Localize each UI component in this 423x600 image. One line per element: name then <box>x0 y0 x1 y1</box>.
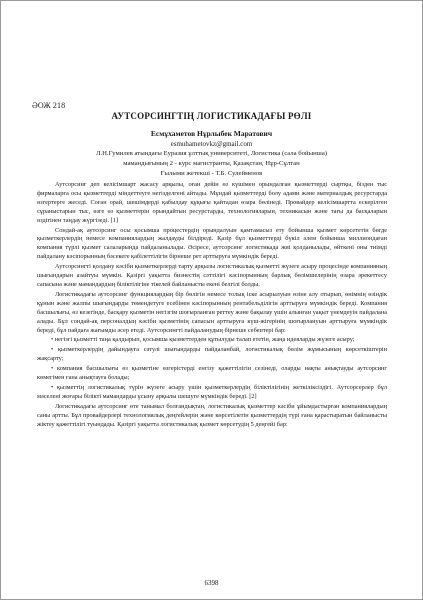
bullet-item: • қызметтің логистикалық түрін жүзеге асыру үшін қызметкерлердің біліктілігінің жеткіліксіздігі. Аутсорсерлер бұл мәселені жоғары білікті мамандарды ұсыну арқылы шешуге мүмкіндік береді. [2] <box>37 383 387 400</box>
affiliation-line-1: Л.Н.Гумилев атындағы Еуразия ұлттық университеті, Логистика (сала бойынша) <box>95 150 328 157</box>
article-title: АУТСОРСИНГТІҢ ЛОГИСТИКАДАҒЫ РӨЛІ <box>111 111 312 121</box>
paragraph: Логистикадағы аутсорсинг функциялардың бір бөлігін немесе толық іске асырылуын өзіне алу отырып, өнімнің өзіндік құнын және жалпы шығындарды төмендетуге есебінен кәсіпорынның рентабельділігін арттыруға мүмкіндік береді. Компания басшылығы, өз кезегінде, басқару қызметін негізгім шоғырланған реттеу және бақылау үшін алынған уақыт үнемдеуін пайдалана алады. Бұл сондай-ақ персоналдың кәсіби қызметінің сапасын арттыруға күш-жігерінің шоғырлануын арттыруға мүмкіндік береді, бұл пайдаға жағымды әсер етеді. Аутсорсингті пайдаланудың бірнеше себептері бар: <box>37 290 387 334</box>
paragraph: Аутсорсинг деп келісімшарт жасасу арқылы, оған дейін өз күшімен орындалған қызметтерді сыртқы, бізден тыс фирмаларға осы қызметтерді міндеттеуге негізделгені айтады. Мұндай қызметтерді болу адами және материалдық ресурстарда өзгертерге жеседі. Соған орай, шешімдерді қабылдау құқығы қайтадан өзара бөлінеді. Провайдер келісімшартта ескерілген сұраныстарын тыс, өзге өз қызметтерін орындайтын ресурстарды, технологияларын, техникасын және тағы да басқаларын өздігінен таңдау жүргізеді. [1] <box>37 181 387 224</box>
article-body <box>37 181 387 430</box>
affiliation-line-2: мамандығының 2 - курс магистранты, Қазақстан, Нұр-Сұлтан <box>123 160 300 167</box>
author-email: esmuhametovkz@gmail.com <box>170 140 253 148</box>
bullet-item: • негізгі қызметті таңа қалдырып, қосымша қызметтерден құтылуды талап ететін, жаңа идеяларды жүзеге асыру; <box>51 336 355 344</box>
page-number: 6398 <box>204 579 219 587</box>
paragraph: Логистикадағы аутсорсинг өте танымал болғандықтан, логистикалық қызметтер кәсіби ұйымдастырған компаниялардың саны артты. Бұл провайдерлері технологиялық деңгейлерін және көрсетілетін қызметтердің түрі ғана қарастыратын байланысты жіктеу қажеттілігі туындады. Қазіргі уақытта логистикалық қызмет көрсетудің 5 деңгейі бар: <box>37 402 387 428</box>
supervisor: Ғылыми жетекші - Т.Б. Сулейменов <box>160 170 263 177</box>
bullet-item: • компания басшылығы өз қызметіне өзгерістерді енгізу қажеттілігін сезінеді, оларды нақты анықтауды аутсорсинг көмегімен ғана анықтауға болады; <box>37 365 387 382</box>
paragraph: Аутсорсингті қолдану кәсіби қызметкерлерді тарту арқылы логистикалық қызметті жүзеге асыру процесінде компанияның шығындарын азайтуы мүмкін. Қазіргі уақытта бизнестің сәттілігі кәсіпорынның барлық бөлімшелерінің өзара әрекеттесу сапасына және мамандардың біліктілігіне тікелей байланысты екені белгілі болды. <box>37 263 387 288</box>
bullet-item: • қызметкерлердің дайындауға сәтулі шығындарды пайдаланбай, логистикалық бөлім жұмысының көрсеткіштерін жақсарту; <box>37 346 387 363</box>
paragraph: Сондай-ақ аутсорсинг осы қосымша процестердің орындалуын қамтамасыз ету бойынша қызмет көрсететін бөгде қызметкерлердің немесе компаниялардың жалдауды білдіреді. Қазір бұл қызметтерді бүкіл әлем бойынша миллиондаған компания түрлі қызмет салаларында пайдаланылады. Әсіресе, аутсорсинг логистикада жиі қолданылады, өйткені оны тиімді пайдалану кәсіпорынның бәсекеге қабілеттілігін бірнеше рет арттыруға мүмкіндік береді. <box>37 226 387 261</box>
author-name: Есмұхаметов Нұрлыбек Маратович <box>150 129 273 138</box>
udc-code: ӘОЖ 218 <box>32 101 66 110</box>
